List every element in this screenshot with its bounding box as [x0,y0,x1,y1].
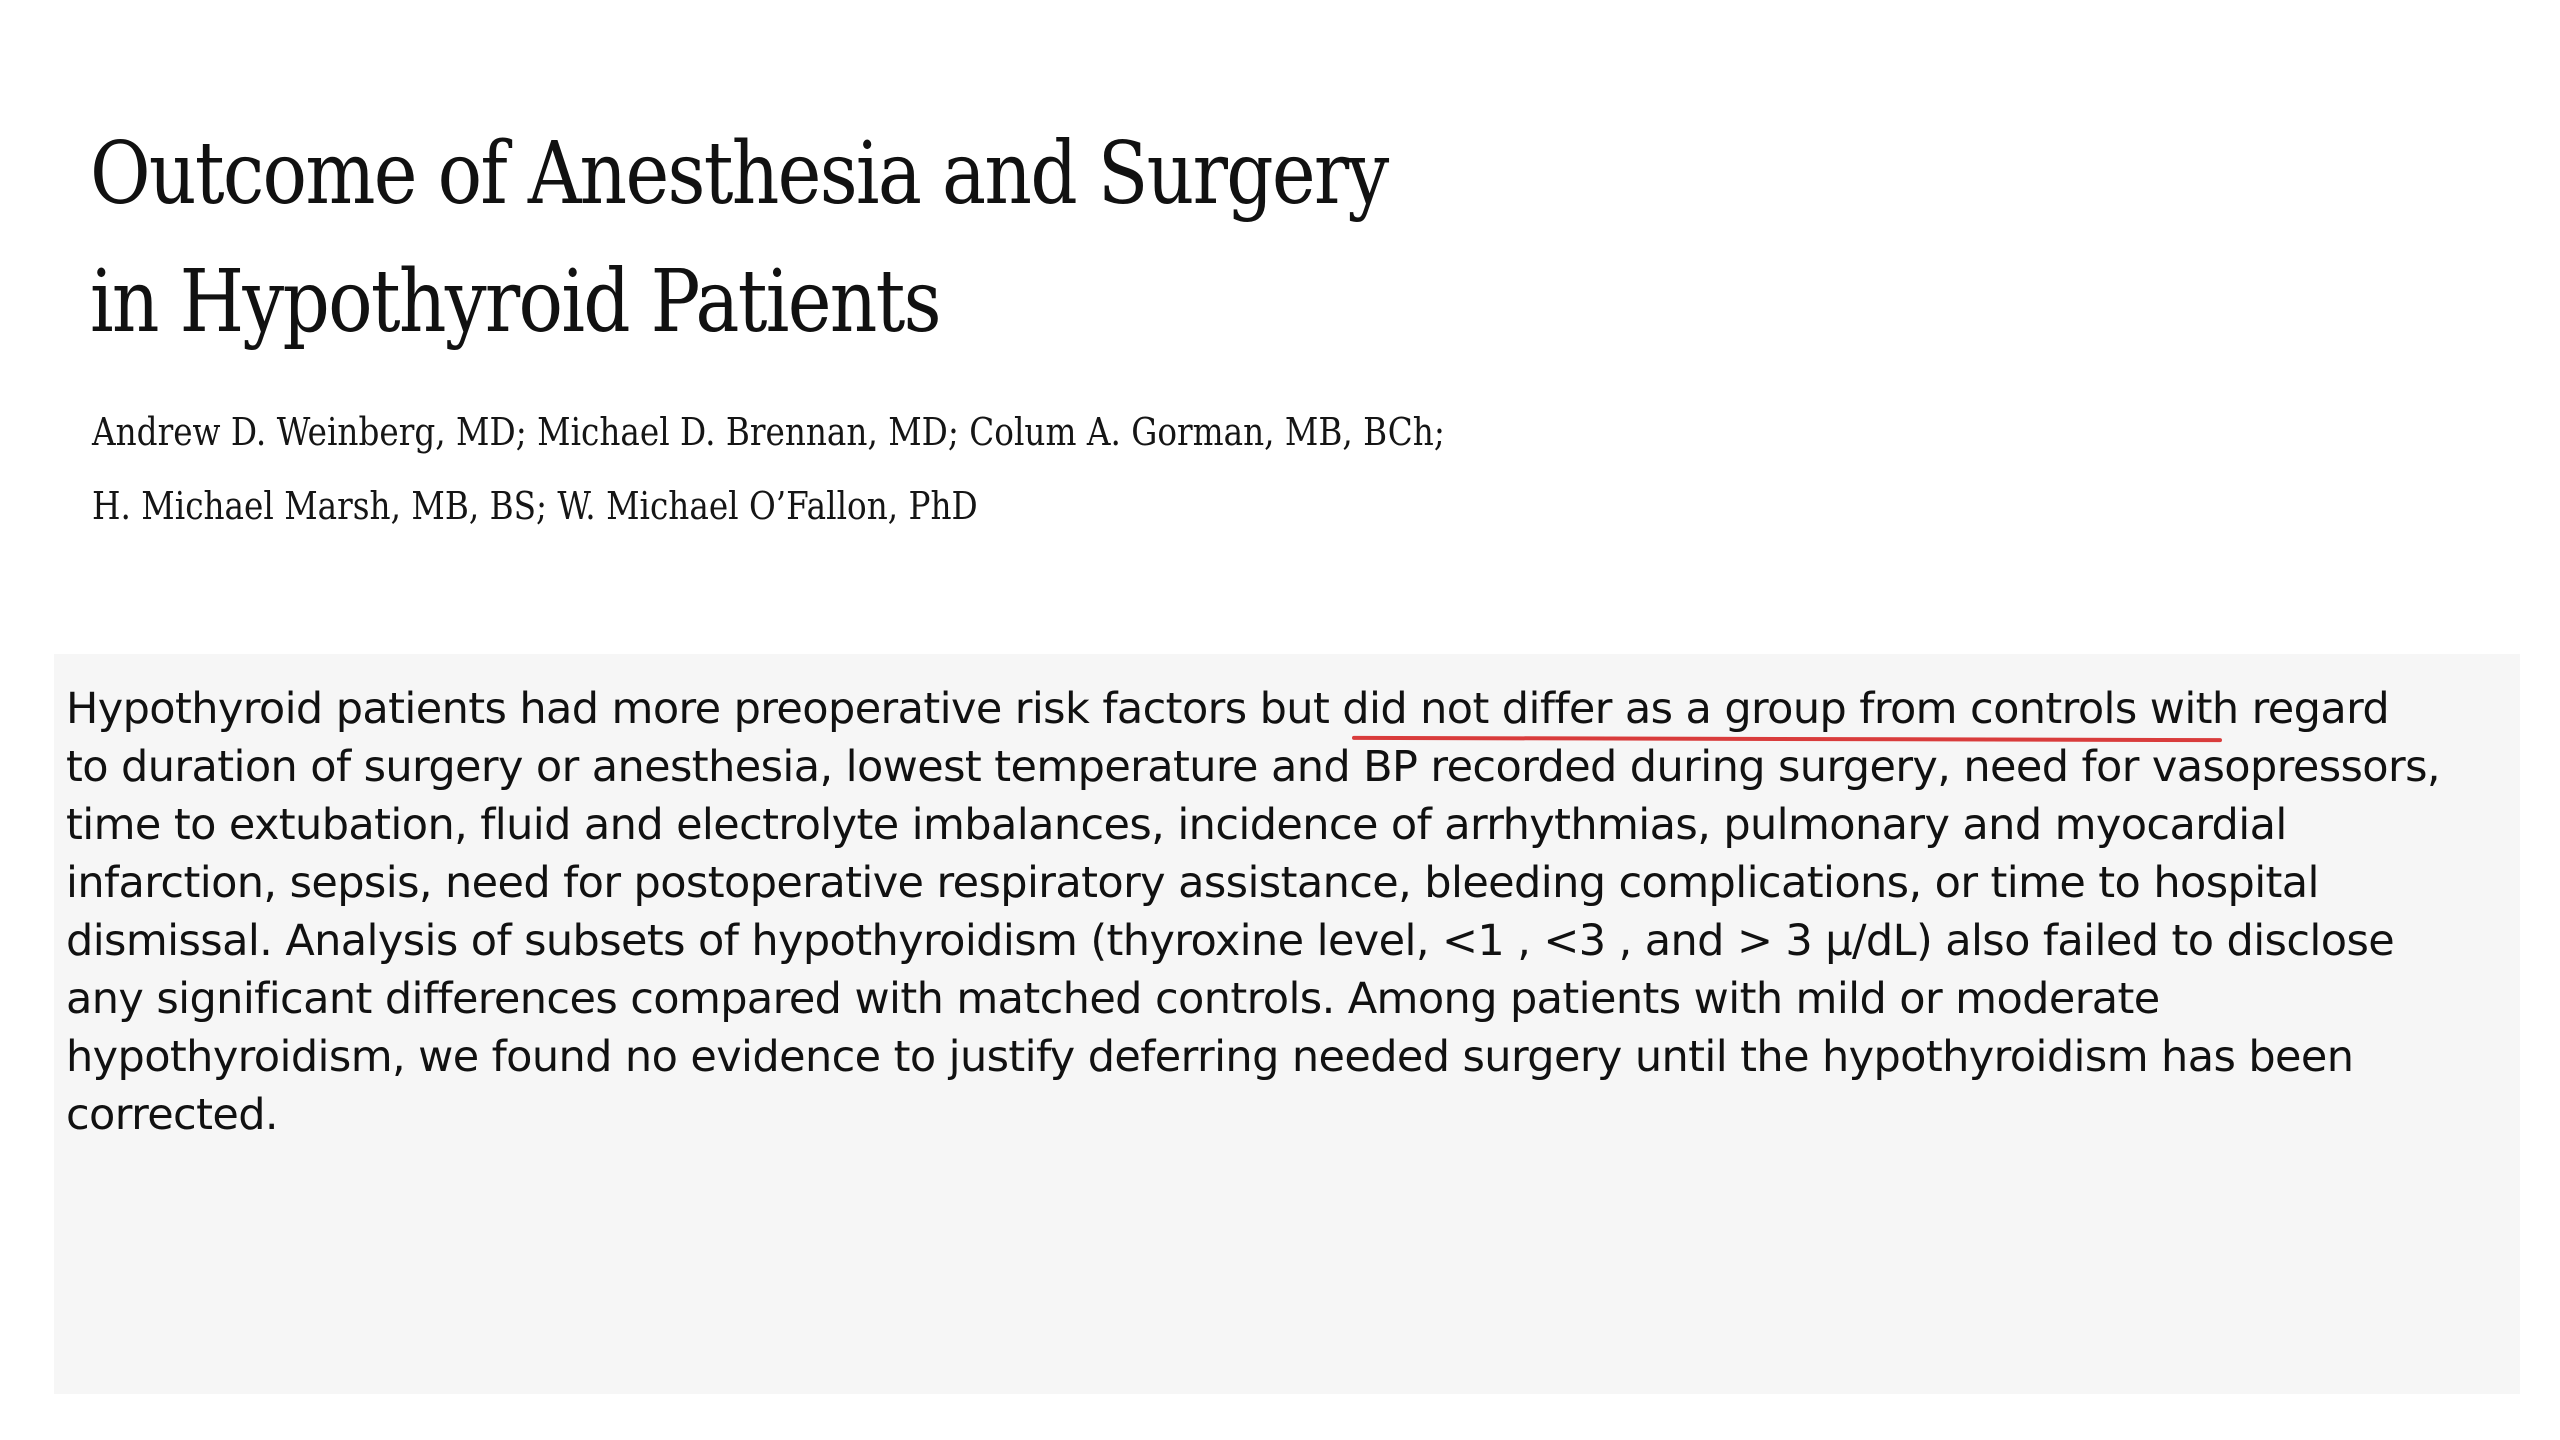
abstract-line-4: infarction, sepsis, need for postoperative respiratory assistance, bleeding complications, or time to hospital [66,858,2319,908]
abstract-line-8: corrected. [66,1090,278,1140]
authors-line-2: H. Michael Marsh, MB, BS; W. Michael O’Fallon, PhD [92,484,978,528]
abstract-line-6: any significant differences compared with matched controls. Among patients with mild or moderate [66,974,2160,1024]
paper-title [90,110,1388,366]
abstract-line-3: time to extubation, fluid and electrolyte imbalances, incidence of arrhythmias, pulmonary and myocardial [66,800,2287,850]
paper-title-line-1: Outcome of Anesthesia and Surgery [90,124,1388,224]
paper-authors [92,395,1445,543]
paper-title-line-2: in Hypothyroid Patients [90,252,940,352]
abstract-line-5: dismissal. Analysis of subsets of hypothyroidism (thyroxine level, <1 , <3 , and > 3 μ/dL) also failed to disclose [66,916,2395,966]
abstract-text [66,680,2506,1144]
abstract-panel [54,654,2520,1394]
authors-line-1: Andrew D. Weinberg, MD; Michael D. Brennan, MD; Colum A. Gorman, MB, BCh; [92,410,1445,454]
abstract-line-2: to duration of surgery or anesthesia, lowest temperature and BP recorded during surgery, need for vasopressors, [66,742,2440,792]
abstract-line-7: hypothyroidism, we found no evidence to justify deferring needed surgery until the hypothyroidism has been [66,1032,2354,1082]
abstract-line-1: Hypothyroid patients had more preoperative risk factors but did not differ as a group from controls with regard [66,684,2390,734]
